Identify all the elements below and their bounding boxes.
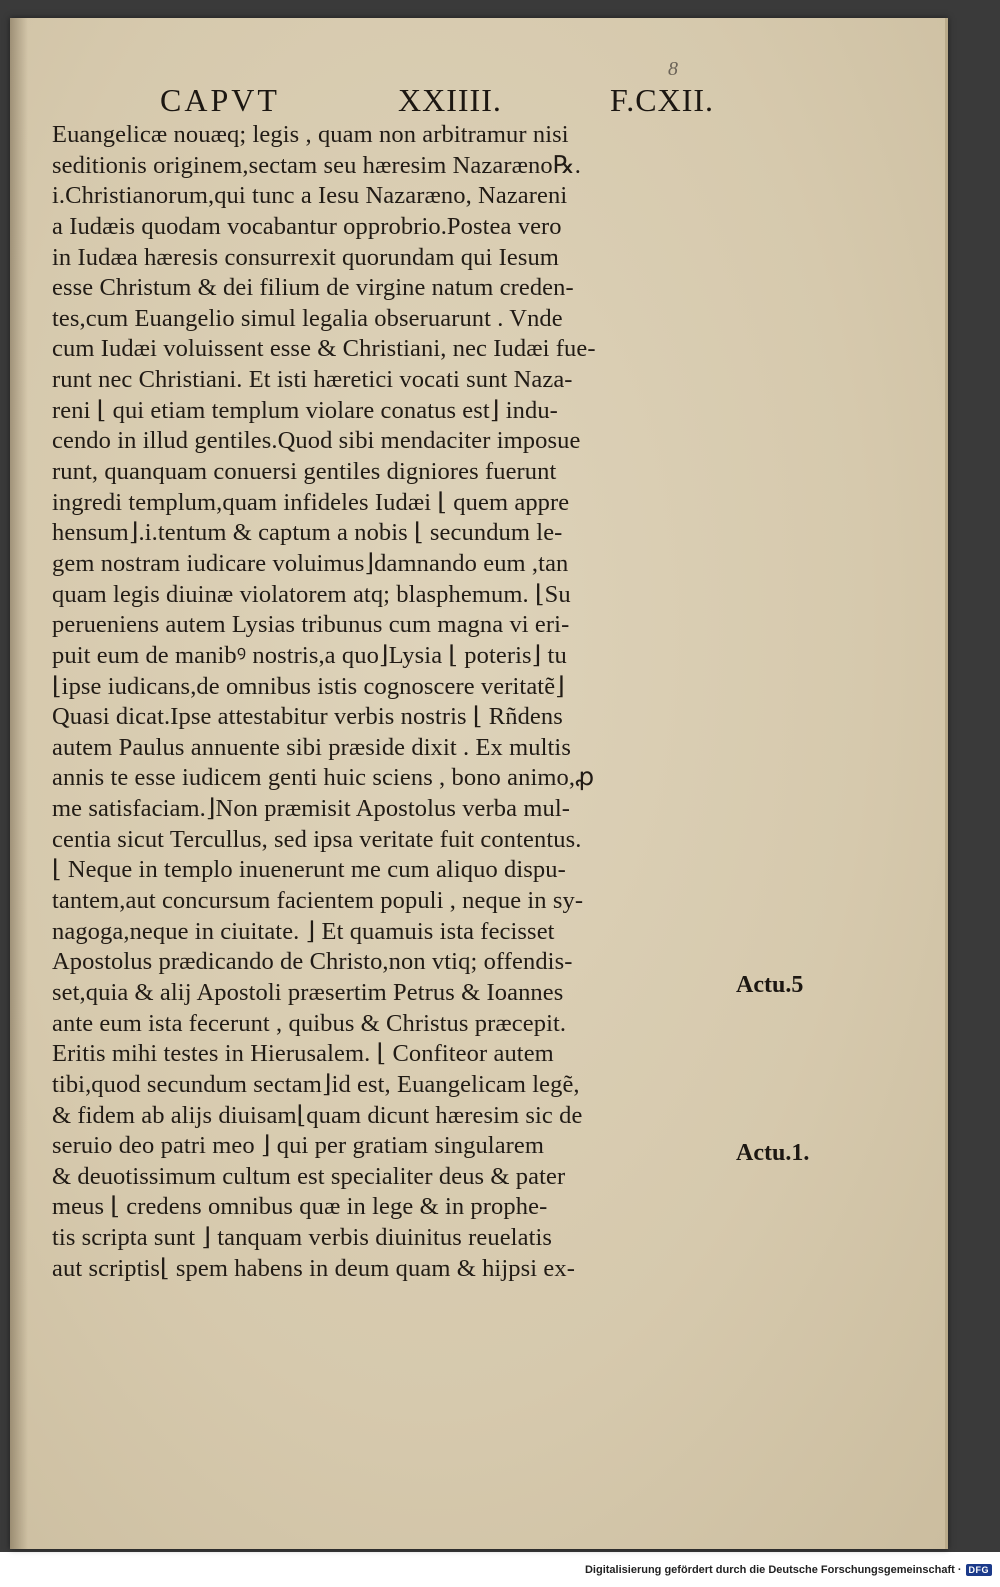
text-line: ⌊ Neque in templo inuenerunt me cum aliquo dispu- <box>52 856 566 884</box>
text-line: centia sicut Tercullus, sed ipsa veritate fuit contentus. <box>52 825 582 853</box>
text-line: tibi,quod secundum sectam⌋id est, Euangelicam legẽ, <box>52 1070 580 1098</box>
text-line: annis te esse iudicem genti huic sciens , bono animo,ꝓ <box>52 764 595 792</box>
dfg-logo: DFG <box>966 1564 993 1576</box>
text-line: in Iudæa hæresis consurrexit quorundam qui Iesum <box>52 243 559 271</box>
text-line: cum Iudæi voluissent esse & Christiani, nec Iudæi fue- <box>52 335 596 363</box>
header-chapter-number: XXIIII. <box>398 82 502 118</box>
text-line: me satisfaciam.⌋Non præmisit Apostolus verba mul- <box>52 795 570 823</box>
text-line: ingredi templum,quam infideles Iudæi ⌊ quem appre <box>52 488 570 516</box>
margin-note: Actu.5 <box>736 972 804 998</box>
text-line: perueniens autem Lysias tribunus cum magna vi eri- <box>52 611 570 639</box>
margin-note: Actu.1. <box>736 1140 810 1166</box>
text-line: ante eum ista fecerunt , quibus & Christus præcepit. <box>52 1009 567 1037</box>
header-folio: F.CXII. <box>610 82 714 118</box>
text-line: cendo in illud gentiles.Quod sibi mendaciter imposue <box>52 427 581 455</box>
body-text <box>52 120 720 1284</box>
header-chapter: CAPVT <box>160 82 280 118</box>
text-line: Quasi dicat.Ipse attestabitur verbis nostris ⌊ Rñdens <box>52 703 563 731</box>
text-line: i.Christianorum,qui tunc a Iesu Nazaræno, Nazareni <box>52 182 568 210</box>
text-line: Euangelicæ nouæq; legis , quam non arbitramur nisi <box>52 121 569 148</box>
text-line: nagoga,neque in ciuitate. ⌋ Et quamuis ista fecisset <box>52 917 555 945</box>
text-line: hensum⌋.i.tentum & captum a nobis ⌊ secundum le- <box>52 519 563 547</box>
text-line: seditionis originem,sectam seu hæresim Nazaræno℞. <box>52 151 582 179</box>
running-header <box>160 82 720 122</box>
text-line: esse Christum & dei filium de virgine natum creden- <box>52 274 574 302</box>
footer-text: Digitalisierung gefördert durch die Deutsche Forschungsgemeinschaft · <box>584 1564 962 1576</box>
text-line: meus ⌊ credens omnibus quæ in lege & in prophe- <box>52 1193 548 1221</box>
text-line: aut scriptis⌊ spem habens in deum quam & hijpsi ex- <box>52 1254 575 1282</box>
footer-credit <box>585 1558 992 1582</box>
spine-shadow <box>10 18 28 1549</box>
text-line: runt, quanquam conuersi gentiles digniores fuerunt <box>52 458 557 486</box>
text-line: reni ⌊ qui etiam templum violare conatus est⌋ indu- <box>52 396 558 424</box>
text-line: tis scripta sunt ⌋ tanquam verbis diuinitus reuelatis <box>52 1224 553 1252</box>
text-line: tes,cum Euangelio simul legalia obseruarunt . Vnde <box>52 304 563 332</box>
text-line: Eritis mihi testes in Hierusalem. ⌊ Confiteor autem <box>52 1040 554 1068</box>
text-line: & deuotissimum cultum est specialiter deus & pater <box>52 1162 566 1190</box>
text-line: seruio deo patri meo ⌋ qui per gratiam singularem <box>52 1132 545 1160</box>
text-line: puit eum de manibꝰ nostris,a quo⌋Lysia ⌊ poteris⌋ tu <box>52 641 567 669</box>
text-line: quam legis diuinæ violatorem atq; blasphemum. ⌊Su <box>52 580 571 608</box>
text-line: gem nostram iudicare voluimus⌋damnando eum ,tan <box>52 549 569 577</box>
pencil-mark: 8 <box>668 58 678 80</box>
text-line: set,quia & alij Apostoli præsertim Petrus & Ioannes <box>52 978 564 1006</box>
text-line: & fidem ab alijs diuisam⌊quam dicunt hæresim sic de <box>52 1101 583 1129</box>
text-line: runt nec Christiani. Et isti hæretici vocati sunt Naza- <box>52 366 573 394</box>
text-line: a Iudæis quodam vocabantur opprobrio.Postea vero <box>52 212 562 240</box>
text-line: tantem,aut concursum facientem populi , neque in sy- <box>52 887 584 915</box>
text-line: autem Paulus annuente sibi præside dixit . Ex multis <box>52 733 571 761</box>
text-line: ⌊ipse iudicans,de omnibus istis cognoscere veritatẽ⌋ <box>52 672 565 700</box>
text-line: Apostolus prædicando de Christo,non vtiq; offendis- <box>52 948 573 976</box>
